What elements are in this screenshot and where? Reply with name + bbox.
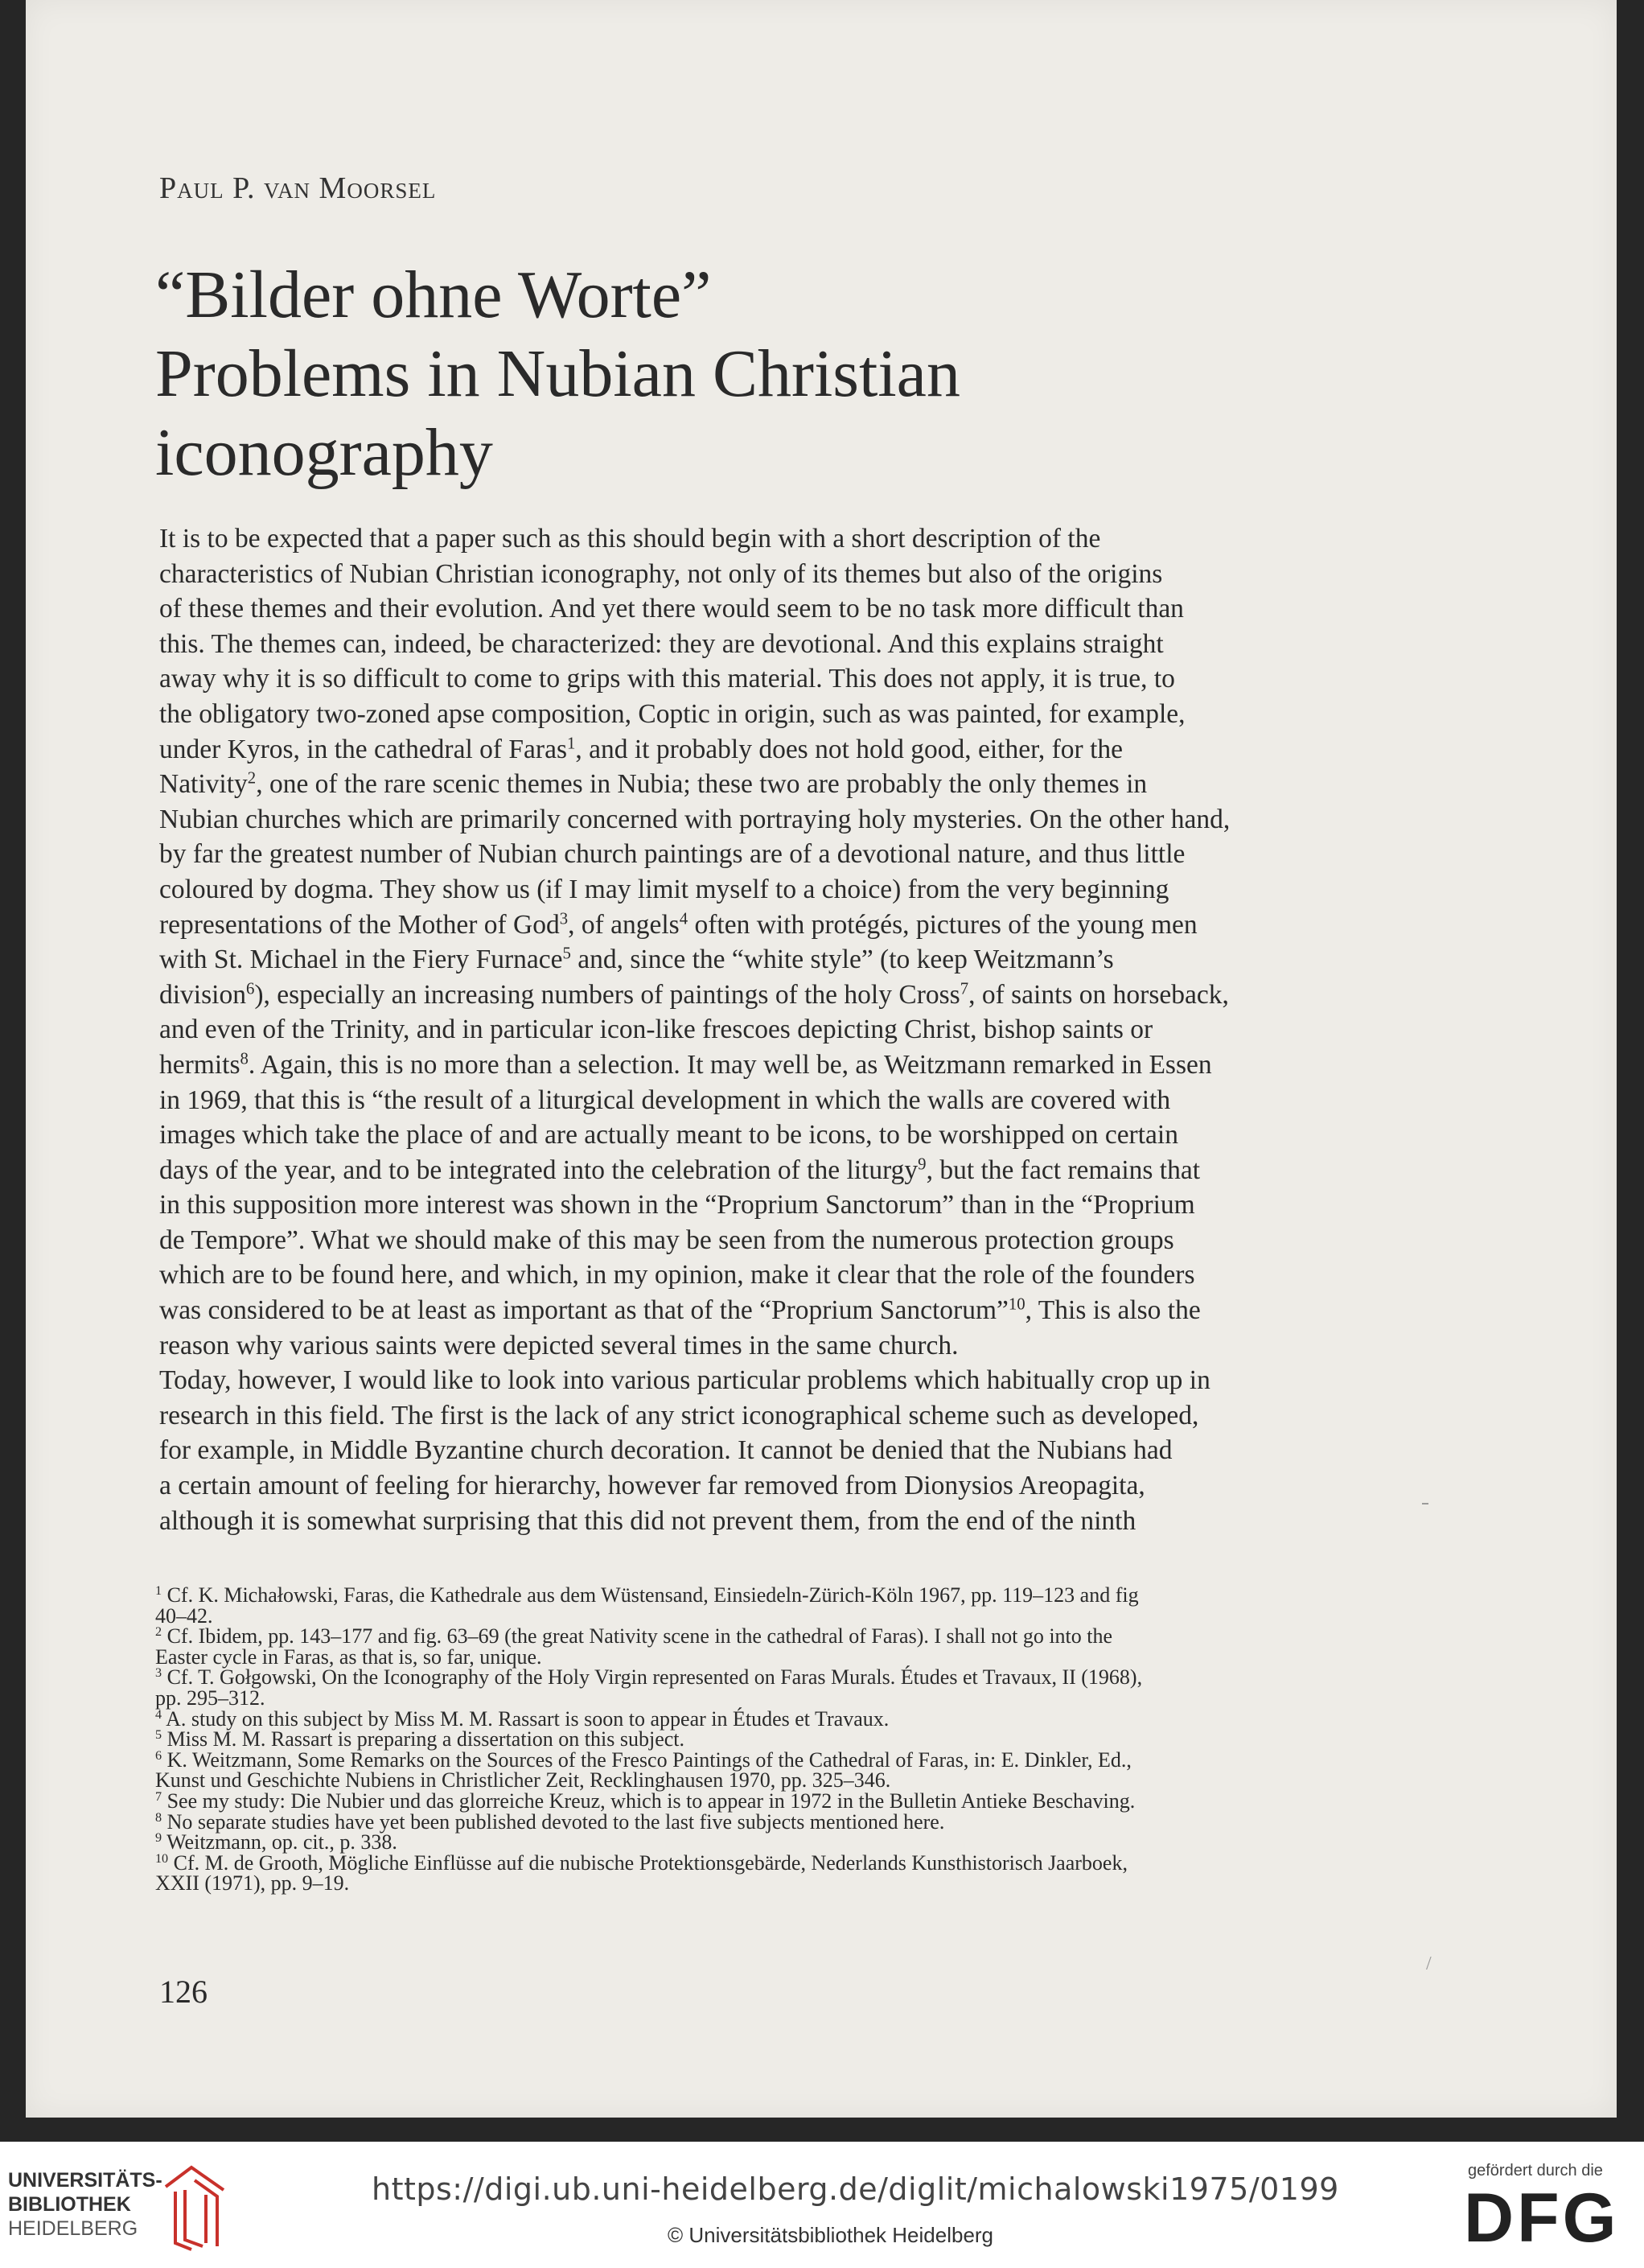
body-text (159, 521, 1398, 1538)
ub-heidelberg-logo-icon (161, 2163, 228, 2253)
body-line: by far the greatest number of Nubian church paintings are of a devotional nature, and thus little (159, 839, 1186, 870)
footnote-line: $^7$ See my study: Die Nubier und das glorreiche Kreuz, which is to appear in 1972 in the Bulletin Antieke Beschaving. (155, 1788, 1136, 1813)
title-line: “Bilder ohne Worte” (155, 257, 712, 332)
body-line: in 1969, that this is “the result of a liturgical development in which the walls are covered with (159, 1085, 1171, 1115)
body-line: for example, in Middle Byzantine church decoration. It cannot be denied that the Nubians had (159, 1435, 1173, 1466)
body-line: away why it is so difficult to come to grips with this material. This does not apply, it is true, to (159, 664, 1175, 694)
footnote-line: $^5$ Miss M. M. Rassart is preparing a dissertation on this subject. (155, 1727, 684, 1751)
footnote-line: pp. 295–312. (155, 1686, 265, 1710)
body-line: although it is somewhat surprising that this did not prevent them, from the end of the ninth (159, 1505, 1136, 1536)
body-line: characteristics of Nubian Christian iconography, not only of its themes but also of the origins (159, 558, 1163, 589)
permalink-url[interactable]: https://digi.ub.uni-heidelberg.de/diglit/michalowski1975/0199 (372, 2171, 1339, 2207)
footnote-line: $^9$ Weitzmann, op. cit., p. 338. (155, 1830, 397, 1854)
footnote-line: Easter cycle in Faras, as that is, so far, unique. (155, 1644, 542, 1669)
footnote-line: XXII (1971), pp. 9–19. (155, 1871, 350, 1895)
body-line: with St. Michael in the Fiery Furnace$^5$ and, since the “white style” (to keep Weitzmann’s (159, 944, 1114, 975)
footnote-line: $^2$ Cf. Ibidem, pp. 143–177 and fig. 63–69 (the great Nativity scene in the cathedral of Faras). I shall not go into the (155, 1624, 1113, 1649)
footnote-line: $^6$ K. Weitzmann, Some Remarks on the Sources of the Fresco Paintings of the Cathedral of Faras, in: E. Dinkler, Ed., (155, 1747, 1132, 1772)
body-line: It is to be expected that a paper such as this should begin with a short description of the (159, 524, 1101, 554)
body-line: the obligatory two-zoned apse composition, Coptic in origin, such as was painted, for example, (159, 698, 1186, 729)
body-line: Nativity$^2$, one of the rare scenic themes in Nubia; these two are probably the only themes in (159, 768, 1148, 800)
library-name (8, 2168, 162, 2241)
footnote-line: 40–42. (155, 1603, 213, 1628)
dfg-logo: DFG (1464, 2180, 1620, 2257)
scan-mark (1422, 1503, 1428, 1504)
footnote-line: $^{10}$ Cf. M. de Grooth, Mögliche Einflüsse auf die nubische Protektionsgebärde, Nederlands Kunsthistorisch Jaarboek, (155, 1850, 1128, 1875)
body-line: Today, however, I would like to look into various particular problems which habitually crop up in (159, 1365, 1210, 1396)
title-line: Problems in Nubian Christian (155, 336, 960, 411)
title-line: iconography (155, 415, 493, 490)
footnote-line: Kunst und Geschichte Nubiens in Christlicher Zeit, Recklinghausen 1970, pp. 325–346. (155, 1768, 891, 1793)
body-line: coloured by dogma. They show us (if I may limit myself to a choice) from the very beginning (159, 874, 1169, 904)
body-line: of these themes and their evolution. And yet there would seem to be no task more difficult than (159, 594, 1184, 624)
body-line: this. The themes can, indeed, be characterized: they are devotional. And this explains straight (159, 628, 1164, 659)
library-name-line1: UNIVERSITÄTS- (8, 2169, 162, 2192)
footnotes (155, 1585, 1410, 1894)
body-line: division$^6$), especially an increasing numbers of paintings of the holy Cross$^7$, of saints on horseback, (159, 979, 1229, 1010)
scan-mark-slash: / (1426, 1953, 1432, 1974)
article-title (155, 256, 960, 492)
library-name-line2: BIBLIOTHEK (8, 2193, 131, 2216)
body-line: research in this field. The first is the lack of any strict iconographical scheme such as developed, (159, 1400, 1199, 1430)
body-line: under Kyros, in the cathedral of Faras$^1$, and it probably does not hold good, either, for the (159, 734, 1123, 764)
body-line: was considered to be at least as important as that of the “Proprium Sanctorum”$^{10}$, This is also the (159, 1295, 1201, 1326)
footnote-line: $^8$ No separate studies have yet been published devoted to the last five subjects mentioned here. (155, 1809, 945, 1834)
footnote-line: $^1$ Cf. K. Michałowski, Faras, die Kathedrale aus dem Wüstensand, Einsiedeln-Zürich-Köln 1967, pp. 119–123 and fig (155, 1583, 1139, 1607)
body-line: a certain amount of feeling for hierarchy, however far removed from Dionysios Areopagita, (159, 1471, 1145, 1501)
copyright-notice: © Universitätsbibliothek Heidelberg (668, 2223, 994, 2247)
body-line: Nubian churches which are primarily concerned with portraying holy mysteries. On the other hand, (159, 804, 1231, 834)
body-line: days of the year, and to be integrated into the celebration of the liturgy$^9$, but the fact remains that (159, 1155, 1201, 1185)
body-line: de Tempore”. What we should make of this may be seen from the numerous protection groups (159, 1225, 1174, 1255)
library-name-line3: HEIDELBERG (8, 2217, 138, 2240)
body-line: and even of the Trinity, and in particular icon-like frescoes depicting Christ, bishop saints or (159, 1015, 1153, 1045)
page-number: 126 (159, 1974, 208, 2010)
funded-by-label: gefördert durch die (1468, 2162, 1603, 2180)
body-line: which are to be found here, and which, in my opinion, make it clear that the role of the founders (159, 1260, 1195, 1290)
body-line: reason why various saints were depicted several times in the same church. (159, 1330, 959, 1360)
author-name: Paul P. van Moorsel (159, 171, 437, 205)
body-line: images which take the place of and are actually meant to be icons, to be worshipped on certain (159, 1120, 1178, 1150)
body-line: representations of the Mother of God$^3$, of angels$^4$ often with protégés, pictures of the young men (159, 909, 1198, 940)
body-line: hermits$^8$. Again, this is no more than a selection. It may well be, as Weitzmann remarked in Essen (159, 1049, 1212, 1080)
footnote-line: $^4$ A. study on this subject by Miss M. M. Rassart is soon to appear in Études et Travaux. (155, 1706, 890, 1731)
footnote-line: $^3$ Cf. T. Gołgowski, On the Iconography of the Holy Virgin represented on Faras Murals. Études et Travaux, II (1968), (155, 1665, 1143, 1690)
body-line: in this supposition more interest was shown in the “Proprium Sanctorum” than in the “Proprium (159, 1190, 1195, 1220)
